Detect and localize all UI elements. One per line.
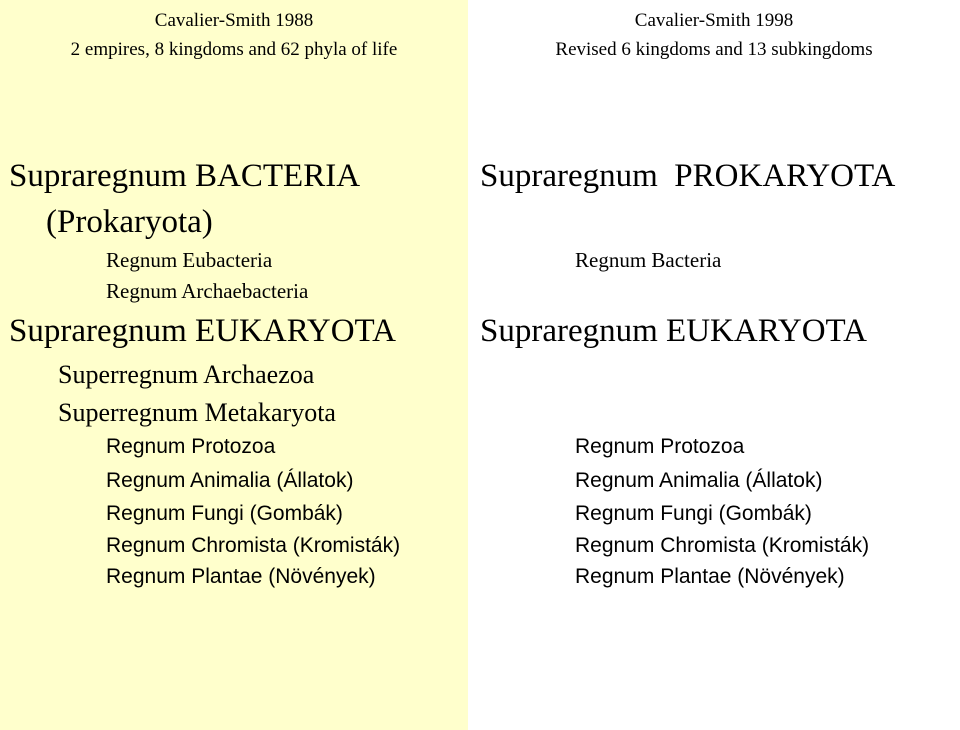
right-kingdom-protozoa: Regnum Protozoa [575,435,745,458]
right-supraregnum-eukaryota: Supraregnum EUKARYOTA [480,313,867,349]
right-kingdom-chromista: Regnum Chromista (Kromisták) [575,534,870,557]
left-supraregnum-eukaryota: Supraregnum EUKARYOTA [9,313,396,349]
right-supraregnum-prokaryota: Supraregnum PROKARYOTA [480,158,896,194]
left-superregnum-archaezoa: Superregnum Archaezoa [58,360,315,389]
right-kingdom-animalia: Regnum Animalia (Állatok) [575,469,823,492]
left-kingdom-chromista: Regnum Chromista (Kromisták) [106,534,401,557]
left-kingdom-fungi: Regnum Fungi (Gombák) [106,502,343,525]
left-header-title: Cavalier-Smith 1988 [154,10,314,31]
left-kingdom-protozoa: Regnum Protozoa [106,435,276,458]
left-header-subtitle: 2 empires, 8 kingdoms and 62 phyla of life [70,39,398,60]
right-regnum-bacteria: Regnum Bacteria [575,248,722,272]
left-regnum-eubacteria: Regnum Eubacteria [106,248,273,272]
left-superregnum-metakaryota: Superregnum Metakaryota [58,398,336,427]
left-supraregnum-bacteria: Supraregnum BACTERIA [9,158,361,194]
left-kingdom-animalia: Regnum Animalia (Állatok) [106,469,354,492]
right-kingdom-plantae: Regnum Plantae (Növények) [575,565,845,588]
right-header-title: Cavalier-Smith 1998 [634,10,794,31]
left-kingdom-plantae: Regnum Plantae (Növények) [106,565,376,588]
left-prokaryota-paren: (Prokaryota) [46,204,213,240]
right-kingdom-fungi: Regnum Fungi (Gombák) [575,502,812,525]
left-regnum-archaebacteria: Regnum Archaebacteria [106,279,309,303]
right-header-subtitle: Revised 6 kingdoms and 13 subkingdoms [555,39,873,60]
